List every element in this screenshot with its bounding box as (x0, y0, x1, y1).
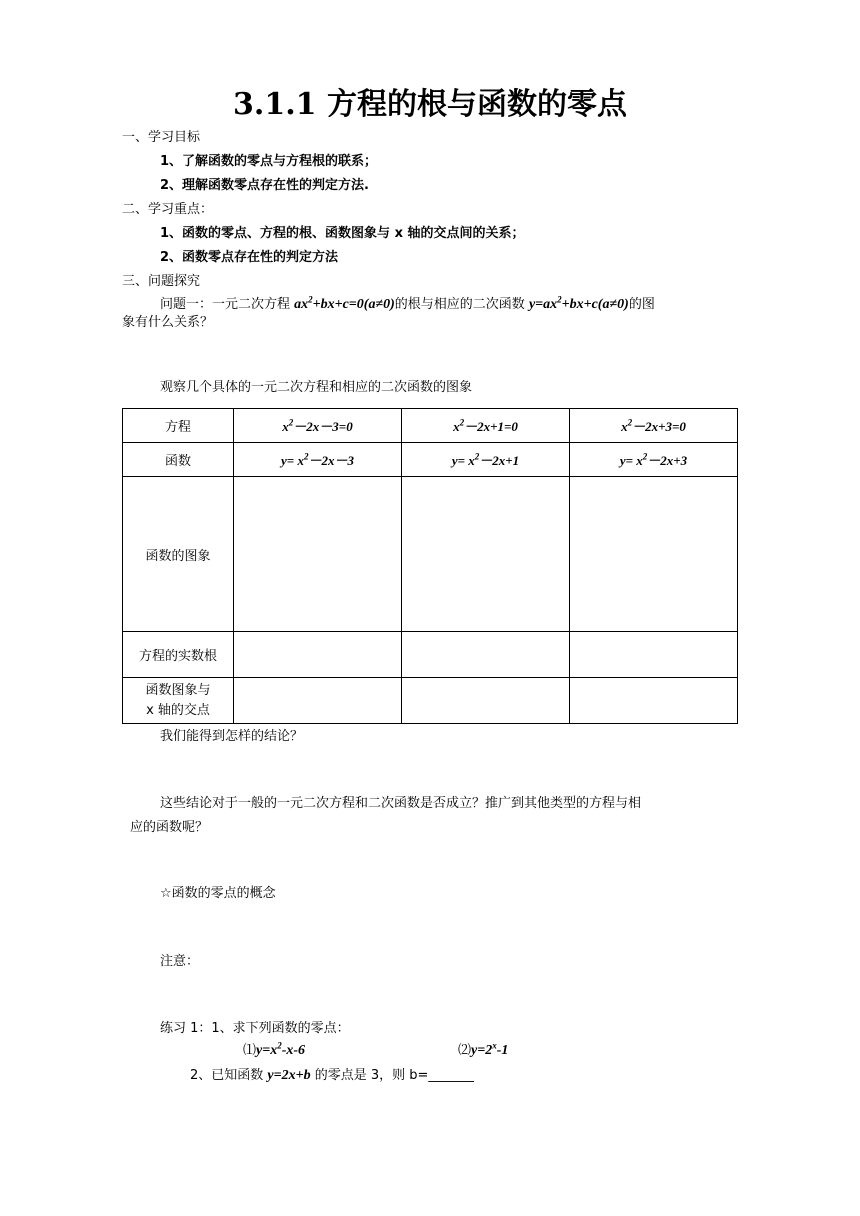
superscript: x (492, 1040, 497, 1051)
table-row (123, 477, 738, 632)
question-end: 的图 (628, 297, 655, 312)
equation-cell-2 (402, 409, 570, 443)
observe-text: 观察几个具体的一元二次方程和相应的二次函数的图象 (160, 380, 473, 395)
row-label-intersection (123, 678, 234, 724)
row-label-intersection-line2: x 轴的交点 (146, 702, 210, 718)
equation-cell-1 (234, 409, 402, 443)
generalize-line1: 这些结论对于一般的一元二次方程和二次函数是否成立？推广到其他类型的方程与相 (160, 796, 642, 811)
fn-a: y= x (281, 453, 304, 468)
ex3-suffix: 的零点是 3，则 b=_______ (310, 1068, 474, 1083)
eq-b: －2x－3=0 (293, 419, 353, 434)
intersection-cell-3 (570, 678, 738, 724)
intersection-cell-1 (234, 678, 402, 724)
ex1-a: y=x (256, 1043, 278, 1058)
concept-heading: ☆函数的零点的概念 (160, 886, 276, 901)
section-heading-goals: 一、学习目标 (122, 130, 201, 145)
fn-a: y= x (451, 453, 475, 468)
fn-b: －2x+3 (647, 453, 688, 468)
exercise-item-2-fn (471, 1040, 509, 1058)
superscript: 2 (474, 451, 480, 462)
eq-b: －2x+3=0 (632, 419, 686, 434)
focus-item-2: 2、函数零点存在性的判定方法 (160, 250, 339, 265)
roots-cell-2 (402, 632, 570, 678)
eq-a: x (453, 419, 460, 434)
focus-item-1: 1、函数的零点、方程的根、函数图象与 x 轴的交点间的关系； (160, 226, 525, 241)
question-one-line2: 象有什么关系？ (122, 315, 214, 330)
equation-cell-3 (570, 409, 738, 443)
page-title: 3.1.1 方程的根与函数的零点 (233, 87, 627, 122)
question-one-line1 (160, 294, 655, 312)
function-general-b: +bx+c(a≠0) (561, 297, 629, 312)
roots-cell-1 (234, 632, 402, 678)
table-row (123, 409, 738, 443)
equation-general-a: ax (294, 297, 309, 312)
intersection-cell-2 (402, 678, 570, 724)
generalize-line2: 应的函数呢？ (130, 820, 209, 835)
row-label-roots: 方程的实数根 (123, 632, 234, 678)
superscript: 2 (642, 451, 648, 462)
equation-general (294, 294, 395, 312)
eq-b: －2x+1=0 (464, 419, 518, 434)
superscript: 2 (557, 294, 562, 305)
fn-b: －2x+1 (479, 453, 520, 468)
ex3-prefix: 2、已知函数 (190, 1068, 268, 1083)
eq-a: x (282, 419, 289, 434)
function-cell-2 (402, 443, 570, 477)
goal-item-1: 1、了解函数的零点与方程根的联系； (160, 154, 378, 169)
fn-a: y= x (619, 453, 643, 468)
graph-cell-2 (402, 477, 570, 632)
note-label: 注意： (160, 954, 200, 969)
equation-general-b: +bx+c=0(a≠0) (312, 297, 395, 312)
exercise-item-1-fn (256, 1040, 306, 1058)
ex3-function: y=2x+b (267, 1068, 311, 1083)
question-mid: 的根与相应的二次函数 (394, 297, 529, 312)
question-prefix: 问题一：一元二次方程 (160, 297, 295, 312)
table-row (123, 443, 738, 477)
exercise-item-3 (190, 1069, 474, 1083)
table-row (123, 632, 738, 678)
function-cell-3 (570, 443, 738, 477)
fn-b: －2x－3 (308, 453, 354, 468)
graph-cell-1 (234, 477, 402, 632)
eq-a: x (621, 419, 628, 434)
function-general (528, 294, 629, 312)
observation-table (122, 408, 738, 724)
superscript: 2 (277, 1040, 282, 1051)
conclusion-question: 我们能得到怎样的结论？ (160, 729, 304, 744)
exercise-item-1-num: ⑴ (243, 1043, 257, 1058)
goal-item-2: 2、理解函数零点存在性的判定方法. (160, 178, 369, 193)
superscript: 2 (308, 294, 313, 305)
exercise-item-2-num: ⑵ (458, 1043, 472, 1058)
row-label-graph: 函数的图象 (123, 477, 234, 632)
ex2-b: -1 (496, 1043, 509, 1058)
table-row (123, 678, 738, 724)
function-cell-1 (234, 443, 402, 477)
ex1-b: -x-6 (281, 1043, 306, 1058)
superscript: 2 (627, 417, 633, 428)
superscript: 2 (303, 451, 309, 462)
superscript: 2 (459, 417, 465, 428)
superscript: 2 (288, 417, 294, 428)
exercise-item-2 (458, 1040, 509, 1058)
ex2-a: y=2 (471, 1043, 493, 1058)
exercise-item-1 (243, 1040, 306, 1058)
row-label-equation: 方程 (123, 409, 234, 443)
function-general-a: y=ax (528, 297, 558, 312)
row-label-intersection-line1: 函数图象与 (145, 682, 211, 698)
section-heading-explore: 三、问题探究 (122, 274, 201, 289)
section-heading-focus: 二、学习重点： (122, 202, 214, 217)
row-label-function: 函数 (123, 443, 234, 477)
exercise-heading: 练习 1：1、求下列函数的零点： (160, 1021, 350, 1036)
graph-cell-3 (570, 477, 738, 632)
roots-cell-3 (570, 632, 738, 678)
